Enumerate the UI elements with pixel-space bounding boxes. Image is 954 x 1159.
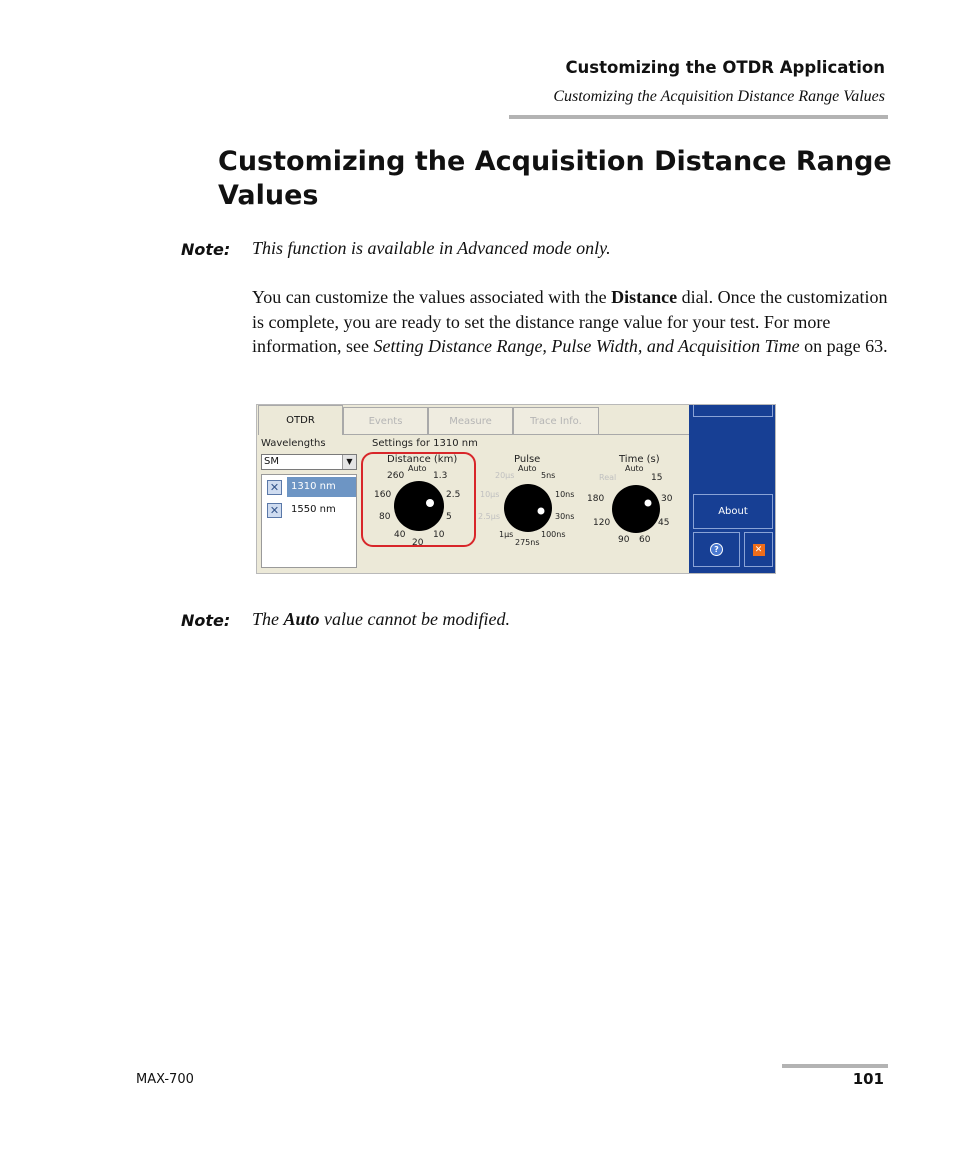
running-header-chapter: Customizing the OTDR Application [565, 58, 885, 77]
dial-label: 120 [593, 518, 611, 528]
list-item[interactable]: ✕ 1550 nm [264, 500, 356, 520]
dial-label: 160 [374, 490, 392, 500]
dial-label: 10 [433, 530, 445, 540]
distance-dial-title: Distance (km) [387, 454, 458, 465]
dial-label: 100ns [541, 530, 566, 539]
cross-reference[interactable]: Setting Distance Range, Pulse Width, and Acquisition Time [373, 336, 800, 356]
tab-measure[interactable]: Measure [428, 407, 513, 435]
dial-label: 275ns [515, 538, 540, 547]
dial-label: Auto [625, 464, 644, 473]
wavelengths-label: Wavelengths [261, 438, 326, 449]
dial-label: 15 [651, 473, 663, 483]
dial-label: 2.5 [446, 490, 461, 500]
header-rule [509, 115, 888, 119]
help-icon: ? [710, 543, 723, 556]
footer-product: MAX-700 [136, 1072, 194, 1087]
pulse-dial-title: Pulse [514, 454, 541, 465]
time-dial-title: Time (s) [619, 454, 660, 465]
body-paragraph: You can customize the values associated with the Distance dial. Once the customization is complete, you are ready to set the distance range value for your test. For more information, see Setting Distance Range, Pulse Width, and Acquisition Time on page 63. [252, 287, 888, 356]
note-label: Note: [181, 240, 231, 259]
list-item[interactable]: ✕ 1310 nm [264, 477, 356, 497]
section-title: Customizing the Acquisition Distance Range Values [218, 146, 892, 211]
dial-label: 5ns [541, 471, 556, 480]
distance-term: Distance [611, 287, 678, 307]
dial-label: 1.3 [433, 471, 448, 481]
distance-dial-highlight [361, 452, 476, 547]
dial-label: 10µs [480, 490, 500, 499]
help-button[interactable] [693, 532, 740, 567]
dial-label: 45 [658, 518, 670, 528]
dial-label: 90 [618, 535, 630, 545]
dial-label: Real [599, 473, 617, 482]
dial-label: 20µs [495, 471, 515, 480]
right-button-bar [689, 405, 776, 574]
note-label: Note: [181, 611, 231, 630]
blank-button[interactable] [693, 404, 773, 417]
dial-label: 5 [446, 512, 452, 522]
fiber-type-select[interactable]: SM ▼ [261, 454, 357, 470]
note-text: The Auto value cannot be modified. [252, 609, 510, 629]
dial-label: 10ns [555, 490, 575, 499]
running-header-section: Customizing the Acquisition Distance Range Values [553, 88, 885, 105]
about-button[interactable]: About [693, 494, 773, 529]
dial-label: 30 [661, 494, 673, 504]
dial-label: 1µs [499, 530, 514, 539]
tab-otdr[interactable]: OTDR [258, 405, 343, 435]
note-text: This function is available in Advanced mode only. [252, 238, 611, 258]
checkbox-icon[interactable]: ✕ [267, 480, 282, 495]
chevron-down-icon[interactable]: ▼ [342, 455, 356, 469]
dial-label: Auto [408, 464, 427, 473]
checkbox-icon[interactable]: ✕ [267, 503, 282, 518]
otdr-settings-screenshot [256, 404, 776, 574]
tab-events[interactable]: Events [343, 407, 428, 435]
dial-label: Auto [518, 464, 537, 473]
page-number: 101 [852, 1070, 884, 1088]
dial-label: 40 [394, 530, 406, 540]
close-button[interactable] [744, 532, 773, 567]
close-icon: ✕ [753, 544, 765, 556]
footer-rule [782, 1064, 888, 1068]
dial-label: 260 [387, 471, 405, 481]
pulse-dial[interactable] [503, 483, 553, 533]
settings-label: Settings for 1310 nm [372, 438, 478, 449]
dial-label: 30ns [555, 512, 575, 521]
time-dial[interactable] [611, 484, 661, 534]
dial-label: 60 [639, 535, 651, 545]
dial-label: 80 [379, 512, 391, 522]
dial-label: 20 [412, 538, 424, 548]
tab-trace-info[interactable]: Trace Info. [513, 407, 599, 435]
dial-label: 2.5µs [478, 512, 500, 521]
wavelength-list [261, 474, 357, 568]
auto-term: Auto [283, 609, 320, 629]
dial-label: 180 [587, 494, 605, 504]
